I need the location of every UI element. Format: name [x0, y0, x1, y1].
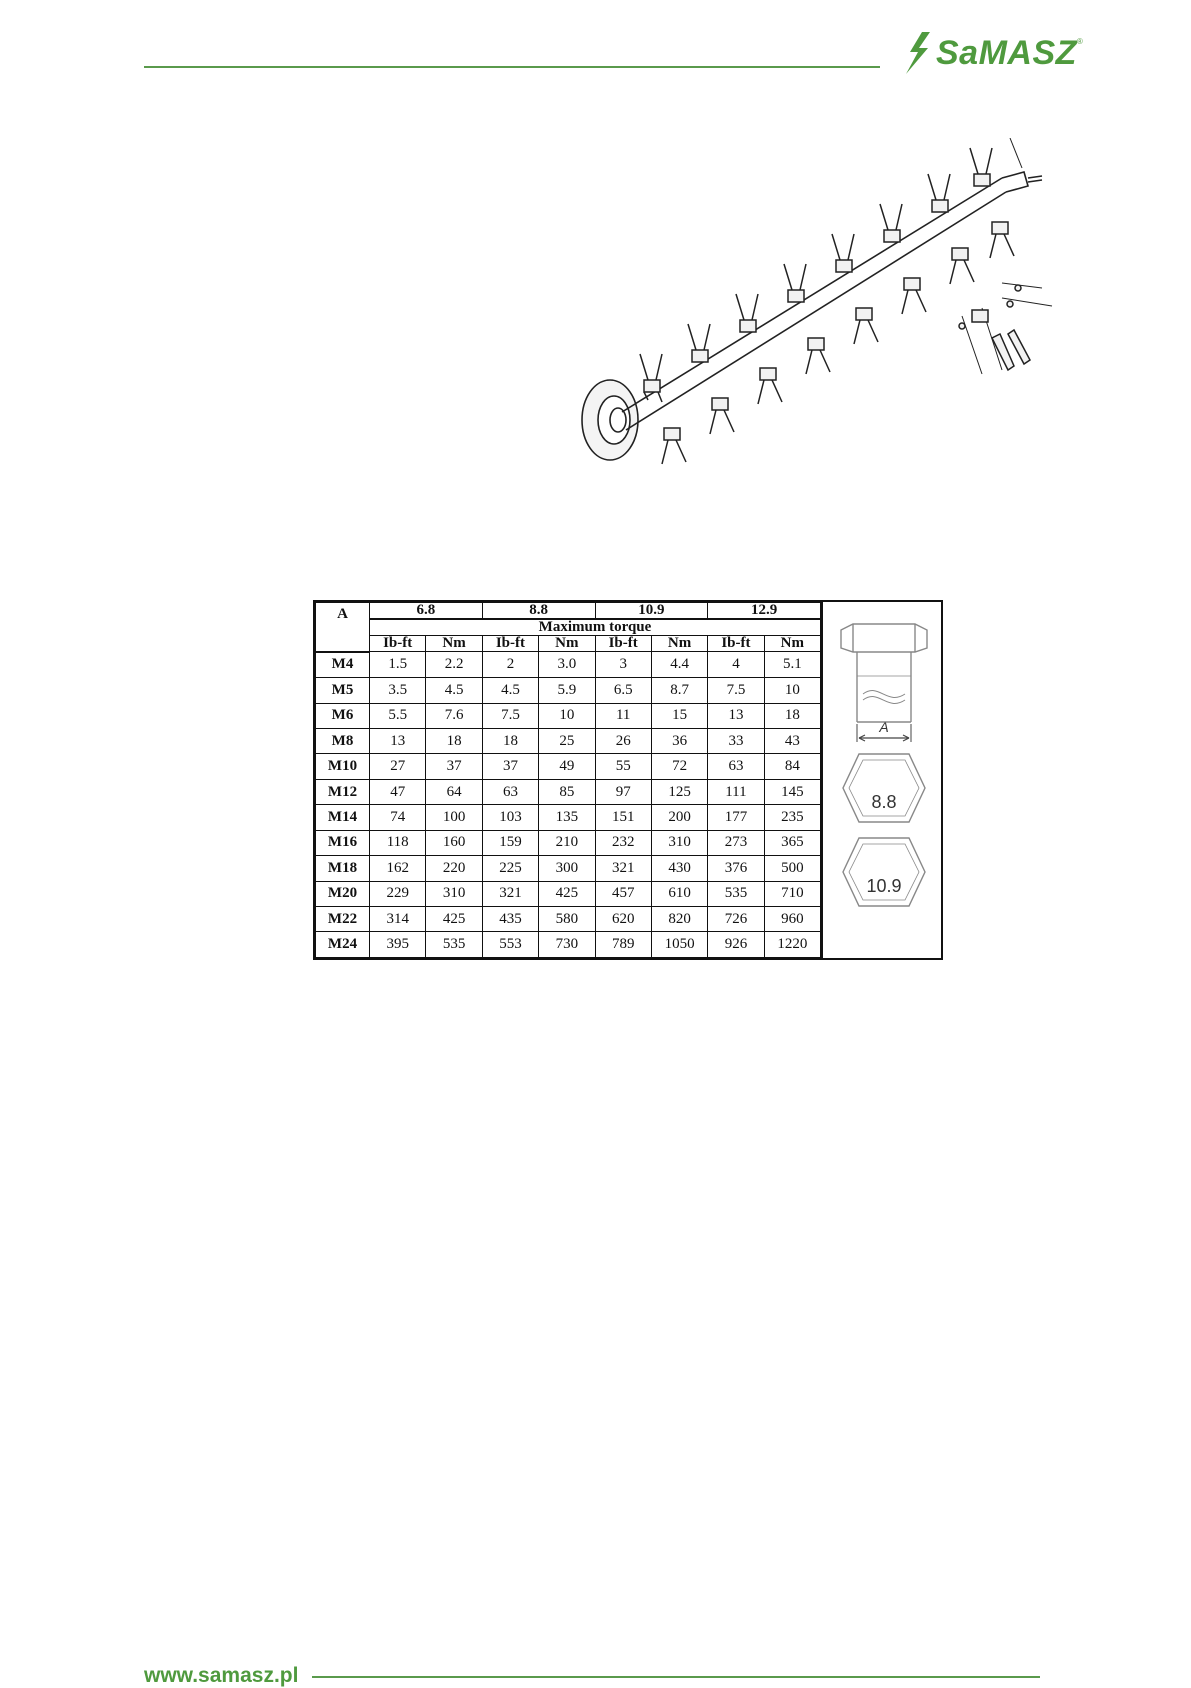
- grade-10-9-label: 10.9: [866, 876, 902, 896]
- torque-value-cell: 4: [708, 652, 764, 678]
- corner-header: A: [316, 603, 370, 652]
- torque-value-cell: 225: [482, 856, 538, 881]
- torque-value-cell: 43: [764, 729, 820, 754]
- torque-value-cell: 1050: [651, 932, 707, 958]
- torque-value-cell: 85: [539, 779, 595, 804]
- torque-value-cell: 151: [595, 805, 651, 830]
- bolt-size-cell: M10: [316, 754, 370, 779]
- torque-value-cell: 3.0: [539, 652, 595, 678]
- torque-value-cell: 125: [651, 779, 707, 804]
- footer-website-link[interactable]: www.samasz.pl: [144, 1664, 299, 1687]
- logo-text: SaMASZ: [936, 33, 1077, 72]
- subtitle-row: [316, 619, 821, 636]
- torque-value-cell: 47: [370, 779, 426, 804]
- unit-header: Nm: [651, 636, 707, 652]
- torque-table-body: [316, 652, 821, 958]
- torque-value-cell: 232: [595, 830, 651, 855]
- bolt-size-cell: M4: [316, 652, 370, 678]
- bolt-diagram: [823, 602, 943, 958]
- torque-value-cell: 63: [708, 754, 764, 779]
- torque-value-cell: 5.1: [764, 652, 820, 678]
- torque-value-cell: 3: [595, 652, 651, 678]
- units-row: [316, 636, 821, 652]
- torque-value-cell: 726: [708, 907, 764, 932]
- torque-value-cell: 74: [370, 805, 426, 830]
- table-row: [316, 881, 821, 906]
- torque-value-cell: 229: [370, 881, 426, 906]
- table-row: [316, 754, 821, 779]
- bolt-size-cell: M5: [316, 678, 370, 703]
- torque-table-frame: [313, 600, 943, 960]
- torque-value-cell: 553: [482, 932, 538, 958]
- torque-value-cell: 55: [595, 754, 651, 779]
- torque-value-cell: 10: [539, 703, 595, 728]
- torque-value-cell: 2: [482, 652, 538, 678]
- torque-value-cell: 457: [595, 881, 651, 906]
- torque-value-cell: 300: [539, 856, 595, 881]
- torque-value-cell: 5.5: [370, 703, 426, 728]
- torque-value-cell: 235: [764, 805, 820, 830]
- grade-header-row: [316, 603, 821, 620]
- torque-value-cell: 135: [539, 805, 595, 830]
- torque-value-cell: 7.6: [426, 703, 482, 728]
- torque-value-cell: 580: [539, 907, 595, 932]
- torque-value-cell: 37: [426, 754, 482, 779]
- torque-value-cell: 273: [708, 830, 764, 855]
- torque-value-cell: 730: [539, 932, 595, 958]
- torque-value-cell: 535: [426, 932, 482, 958]
- torque-value-cell: 535: [708, 881, 764, 906]
- torque-value-cell: 960: [764, 907, 820, 932]
- torque-value-cell: 7.5: [708, 678, 764, 703]
- torque-value-cell: 177: [708, 805, 764, 830]
- torque-value-cell: 36: [651, 729, 707, 754]
- torque-value-cell: 395: [370, 932, 426, 958]
- footer-divider: [312, 1676, 1040, 1678]
- torque-value-cell: 145: [764, 779, 820, 804]
- torque-value-cell: 111: [708, 779, 764, 804]
- maximum-torque-header: Maximum torque: [370, 619, 821, 636]
- torque-value-cell: 118: [370, 830, 426, 855]
- torque-value-cell: 3.5: [370, 678, 426, 703]
- bolt-size-cell: M20: [316, 881, 370, 906]
- dimension-label: A: [879, 719, 889, 735]
- torque-value-cell: 500: [764, 856, 820, 881]
- torque-value-cell: 425: [426, 907, 482, 932]
- torque-value-cell: 365: [764, 830, 820, 855]
- table-row: [316, 856, 821, 881]
- torque-value-cell: 376: [708, 856, 764, 881]
- torque-value-cell: 11: [595, 703, 651, 728]
- torque-value-cell: 27: [370, 754, 426, 779]
- torque-value-cell: 210: [539, 830, 595, 855]
- torque-value-cell: 15: [651, 703, 707, 728]
- torque-value-cell: 72: [651, 754, 707, 779]
- grade-header: 6.8: [370, 603, 483, 620]
- torque-value-cell: 63: [482, 779, 538, 804]
- torque-value-cell: 435: [482, 907, 538, 932]
- bolt-size-cell: M8: [316, 729, 370, 754]
- logo-mark-icon: [900, 30, 934, 76]
- torque-value-cell: 33: [708, 729, 764, 754]
- unit-header: Ib-ft: [370, 636, 426, 652]
- torque-value-cell: 220: [426, 856, 482, 881]
- grade-header: 12.9: [708, 603, 821, 620]
- torque-value-cell: 162: [370, 856, 426, 881]
- torque-value-cell: 159: [482, 830, 538, 855]
- torque-value-cell: 49: [539, 754, 595, 779]
- torque-value-cell: 64: [426, 779, 482, 804]
- torque-value-cell: 710: [764, 881, 820, 906]
- header-divider: [144, 66, 880, 68]
- torque-value-cell: 820: [651, 907, 707, 932]
- torque-value-cell: 13: [708, 703, 764, 728]
- table-row: [316, 932, 821, 958]
- torque-value-cell: 7.5: [482, 703, 538, 728]
- bolt-size-cell: M24: [316, 932, 370, 958]
- torque-value-cell: 425: [539, 881, 595, 906]
- table-row: [316, 678, 821, 703]
- torque-value-cell: 314: [370, 907, 426, 932]
- torque-value-cell: 2.2: [426, 652, 482, 678]
- torque-value-cell: 620: [595, 907, 651, 932]
- unit-header: Nm: [539, 636, 595, 652]
- torque-value-cell: 4.5: [426, 678, 482, 703]
- torque-table: [315, 602, 821, 958]
- torque-value-cell: 321: [482, 881, 538, 906]
- torque-value-cell: 10: [764, 678, 820, 703]
- unit-header: Ib-ft: [482, 636, 538, 652]
- torque-value-cell: 37: [482, 754, 538, 779]
- torque-value-cell: 1.5: [370, 652, 426, 678]
- bolt-figure: [821, 602, 941, 958]
- torque-value-cell: 4.5: [482, 678, 538, 703]
- samasz-logo: [900, 30, 1110, 76]
- torque-value-cell: 100: [426, 805, 482, 830]
- table-row: [316, 703, 821, 728]
- unit-header: Nm: [764, 636, 820, 652]
- logo-registered-mark: ®: [1076, 36, 1083, 46]
- unit-header: Ib-ft: [595, 636, 651, 652]
- torque-value-cell: 97: [595, 779, 651, 804]
- torque-value-cell: 310: [426, 881, 482, 906]
- grade-header: 8.8: [482, 603, 595, 620]
- torque-value-cell: 13: [370, 729, 426, 754]
- torque-value-cell: 18: [764, 703, 820, 728]
- bolt-size-cell: M22: [316, 907, 370, 932]
- torque-value-cell: 430: [651, 856, 707, 881]
- torque-value-cell: 84: [764, 754, 820, 779]
- table-row: [316, 779, 821, 804]
- torque-value-cell: 321: [595, 856, 651, 881]
- bolt-size-cell: M14: [316, 805, 370, 830]
- torque-value-cell: 160: [426, 830, 482, 855]
- torque-value-cell: 103: [482, 805, 538, 830]
- grade-8-8-label: 8.8: [871, 792, 897, 812]
- torque-value-cell: 8.7: [651, 678, 707, 703]
- table-row: [316, 652, 821, 678]
- torque-value-cell: 310: [651, 830, 707, 855]
- table-row: [316, 907, 821, 932]
- table-row: [316, 805, 821, 830]
- unit-header: Ib-ft: [708, 636, 764, 652]
- torque-value-cell: 1220: [764, 932, 820, 958]
- torque-value-cell: 610: [651, 881, 707, 906]
- bolt-size-cell: M6: [316, 703, 370, 728]
- table-row: [316, 729, 821, 754]
- table-row: [316, 830, 821, 855]
- rotor-drawing: [562, 138, 1072, 498]
- bolt-size-cell: M18: [316, 856, 370, 881]
- bolt-size-cell: M12: [316, 779, 370, 804]
- torque-value-cell: 789: [595, 932, 651, 958]
- torque-value-cell: 26: [595, 729, 651, 754]
- torque-value-cell: 18: [482, 729, 538, 754]
- torque-value-cell: 5.9: [539, 678, 595, 703]
- grade-header: 10.9: [595, 603, 708, 620]
- torque-value-cell: 25: [539, 729, 595, 754]
- torque-value-cell: 926: [708, 932, 764, 958]
- torque-value-cell: 18: [426, 729, 482, 754]
- torque-value-cell: 4.4: [651, 652, 707, 678]
- torque-value-cell: 6.5: [595, 678, 651, 703]
- torque-value-cell: 200: [651, 805, 707, 830]
- unit-header: Nm: [426, 636, 482, 652]
- bolt-size-cell: M16: [316, 830, 370, 855]
